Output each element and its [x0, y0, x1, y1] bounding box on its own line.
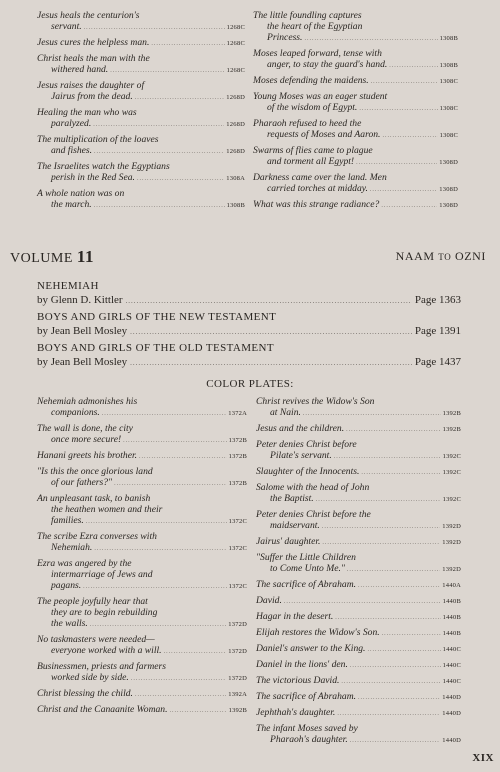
- volume-number: 11: [76, 247, 94, 266]
- leader-dots: [84, 23, 225, 34]
- entry-last-line: [253, 156, 458, 169]
- article-page: Page 1437: [414, 356, 461, 368]
- entry-line: Hanani greets his brother.: [37, 450, 138, 461]
- leader-dots: [371, 77, 438, 88]
- entry-last-line: [37, 64, 245, 77]
- index-entry: [256, 675, 461, 688]
- entry-last-line: [37, 118, 245, 131]
- entry-line: the heart of the Egyptian: [267, 21, 363, 32]
- entry-line: Businessmen, priests and farmers: [37, 661, 166, 672]
- leader-dots: [382, 131, 437, 142]
- index-entry: [253, 172, 458, 196]
- entry-line: Jairus' daughter.: [256, 536, 321, 547]
- entry-line: Slaughter of the Innocents.: [256, 466, 360, 477]
- leader-dots: [86, 517, 227, 528]
- plate-reference: 1308B: [226, 202, 245, 209]
- entry-line: The wall is done, the city: [37, 423, 133, 434]
- volume-range: [396, 249, 486, 264]
- entry-line: Nehemiah admonishes his: [37, 396, 138, 407]
- article-new-testament: [37, 310, 461, 339]
- plate-reference: 1308D: [439, 186, 458, 193]
- index-entry: [37, 688, 247, 701]
- index-entry: [256, 396, 461, 420]
- leader-dots: [114, 479, 227, 490]
- index-entry: [37, 80, 245, 104]
- index-entry: [253, 118, 458, 142]
- entry-last-line: [256, 627, 461, 640]
- index-entry: [256, 707, 461, 720]
- entry-line: and torment all Egypt!: [267, 156, 355, 167]
- index-entry: [256, 552, 461, 576]
- entry-last-line: [256, 707, 461, 720]
- entry-last-line: [256, 643, 461, 656]
- leader-dots: [139, 452, 227, 463]
- entry-line: Healing the man who was: [37, 107, 137, 118]
- plate-reference: 1308B: [439, 35, 458, 42]
- entry-line: The sacrifice of Abraham.: [256, 579, 357, 590]
- top-left-column: [37, 10, 245, 215]
- entry-line: The scribe Ezra converses with: [37, 531, 157, 542]
- entry-line: the Baptist.: [270, 493, 314, 504]
- entry-last-line: [37, 145, 245, 158]
- page-folio: XIX: [472, 752, 494, 764]
- entry-line: Princess.: [267, 32, 303, 43]
- plate-reference: 1392D: [442, 566, 461, 573]
- entry-line: Darkness came over the land. Men: [253, 172, 387, 183]
- entry-line: "Is this the once glorious land: [37, 466, 153, 477]
- entry-last-line: [37, 434, 247, 447]
- entry-line: companions.: [51, 407, 100, 418]
- entry-last-line: [37, 37, 245, 50]
- entry-line: Pharaoh refused to heed the: [253, 118, 362, 129]
- index-entry: [37, 531, 247, 555]
- plate-reference: 1308C: [439, 78, 458, 85]
- index-entry: [256, 643, 461, 656]
- entry-last-line: [37, 450, 247, 463]
- entry-line: of the wisdom of Egypt.: [267, 102, 358, 113]
- index-entry: [256, 509, 461, 533]
- entry-last-line: [256, 611, 461, 624]
- leader-dots: [347, 565, 440, 576]
- index-entry: [256, 536, 461, 549]
- entry-line: at Nain.: [270, 407, 301, 418]
- index-entry: [256, 595, 461, 608]
- entry-line: Ezra was angered by the: [37, 558, 132, 569]
- entry-last-line: [37, 199, 245, 212]
- leader-dots: [90, 620, 227, 631]
- entry-last-line: [253, 183, 458, 196]
- leader-dots: [131, 674, 226, 685]
- leader-dots: [94, 201, 225, 212]
- leader-dots: [123, 436, 227, 447]
- entry-line: Salome with the head of John: [256, 482, 370, 493]
- plate-reference: 1268D: [226, 121, 245, 128]
- entry-last-line: [253, 199, 458, 212]
- plate-reference: 1308C: [439, 132, 458, 139]
- entry-last-line: [37, 688, 247, 701]
- entry-line: Jesus heals the centurion's: [37, 10, 140, 21]
- entry-line: The victorious David.: [256, 675, 340, 686]
- index-entry: [253, 145, 458, 169]
- index-entry: [37, 450, 247, 463]
- plate-reference: 1440C: [442, 646, 461, 653]
- leader-dots: [135, 690, 226, 701]
- article-byline-row: [37, 293, 461, 308]
- plate-reference: 1268D: [226, 94, 245, 101]
- entry-line: The little foundling captures: [253, 10, 362, 21]
- article-title: NEHEMIAH: [37, 280, 99, 292]
- color-plates-heading: COLOR PLATES:: [206, 378, 294, 390]
- leader-dots: [322, 522, 440, 533]
- entry-last-line: [37, 672, 247, 685]
- plate-reference: 1440D: [442, 694, 461, 701]
- index-entry: [253, 48, 458, 72]
- entry-line: Christ blessing the child.: [37, 688, 133, 699]
- plate-reference: 1268C: [226, 67, 245, 74]
- plate-reference: 1268C: [226, 40, 245, 47]
- plate-reference: 1440D: [442, 710, 461, 717]
- plate-reference: 1268D: [226, 148, 245, 155]
- entry-line: to Come Unto Me.": [270, 563, 345, 574]
- article-author: by Jean Bell Mosley: [37, 325, 128, 337]
- plate-reference: 1392D: [442, 523, 461, 530]
- index-entry: [37, 493, 247, 528]
- entry-line: perish in the Red Sea.: [51, 172, 135, 183]
- plate-reference: 1372C: [228, 583, 247, 590]
- leader-dots: [303, 409, 441, 420]
- entry-last-line: [256, 579, 461, 592]
- index-entry: [37, 661, 247, 685]
- plate-reference: 1372D: [228, 648, 247, 655]
- entry-line: Jephthah's daughter.: [256, 707, 336, 718]
- entry-line: Nehemiah.: [51, 542, 93, 553]
- index-entry: [37, 161, 245, 185]
- leader-dots: [350, 736, 441, 747]
- entry-last-line: [253, 102, 458, 115]
- entry-line: and fishes.: [51, 145, 93, 156]
- entry-last-line: [256, 493, 461, 506]
- entry-line: Young Moses was an eager student: [253, 91, 388, 102]
- entry-line: once more secure!: [51, 434, 122, 445]
- plate-reference: 1392B: [228, 707, 247, 714]
- entry-line: pagans.: [51, 580, 82, 591]
- entry-line: Daniel's answer to the King.: [256, 643, 366, 654]
- plate-reference: 1440C: [442, 678, 461, 685]
- entry-line: Elijah restores the Widow's Son.: [256, 627, 380, 638]
- leader-dots: [164, 647, 227, 658]
- plate-reference: 1268C: [226, 24, 245, 31]
- entry-last-line: [37, 645, 247, 658]
- leader-dots: [137, 174, 224, 185]
- index-entry: [37, 466, 247, 490]
- entry-line: Moses leaped forward, tense with: [253, 48, 382, 59]
- entry-last-line: [37, 542, 247, 555]
- entry-line: of our fathers?": [51, 477, 113, 488]
- entry-last-line: [256, 595, 461, 608]
- entry-last-line: [37, 618, 247, 631]
- index-entry: [37, 634, 247, 658]
- article-author: by Glenn D. Kittler: [37, 294, 123, 306]
- index-entry: [256, 611, 461, 624]
- leader-dots: [341, 677, 440, 688]
- article-old-testament: [37, 341, 461, 370]
- plate-reference: 1440A: [442, 582, 461, 589]
- entry-line: Moses defending the maidens.: [253, 75, 369, 86]
- plate-reference: 1308D: [439, 159, 458, 166]
- plate-reference: 1440B: [442, 598, 461, 605]
- entry-line: No taskmasters were needed—: [37, 634, 155, 645]
- article-title: BOYS AND GIRLS OF THE OLD TESTAMENT: [37, 342, 275, 354]
- article-page: Page 1363: [414, 294, 461, 306]
- article-title: BOYS AND GIRLS OF THE NEW TESTAMENT: [37, 311, 277, 323]
- entry-last-line: [256, 450, 461, 463]
- leader-dots: [102, 409, 227, 420]
- leader-dots: [367, 645, 440, 656]
- entry-line: they are to begin rebuilding: [51, 607, 158, 618]
- leader-dots: [83, 582, 227, 593]
- leader-dots: [334, 452, 441, 463]
- leader-dots: [316, 495, 441, 506]
- entry-last-line: [253, 32, 458, 45]
- plate-reference: 1308C: [439, 105, 458, 112]
- index-entry: [37, 107, 245, 131]
- entry-line: Jairus from the dead.: [51, 91, 133, 102]
- leader-dots: [322, 538, 440, 549]
- entry-line: Christ and the Canaanite Woman.: [37, 704, 168, 715]
- entry-last-line: [256, 466, 461, 479]
- bottom-left-column: [37, 396, 247, 720]
- index-entry: [253, 199, 458, 212]
- entry-line: families.: [51, 515, 84, 526]
- leader-dots: [126, 294, 412, 308]
- entry-line: Hagar in the desert.: [256, 611, 334, 622]
- article-byline-row: [37, 324, 461, 339]
- plate-reference: 1372D: [228, 621, 247, 628]
- entry-line: David.: [256, 595, 282, 606]
- top-right-column: [253, 10, 458, 215]
- entry-line: Peter denies Christ before the: [256, 509, 371, 520]
- entry-line: Pilate's servant.: [270, 450, 332, 461]
- entry-last-line: [253, 129, 458, 142]
- leader-dots: [358, 581, 440, 592]
- entry-line: Jesus raises the daughter of: [37, 80, 145, 91]
- index-entry: [37, 704, 247, 717]
- index-entry: [256, 466, 461, 479]
- plate-reference: 1372B: [228, 437, 247, 444]
- entry-line: everyone worked with a will.: [51, 645, 162, 656]
- index-entry: [256, 482, 461, 506]
- entry-last-line: [256, 423, 461, 436]
- entry-last-line: [37, 477, 247, 490]
- leader-dots: [130, 356, 412, 370]
- entry-line: The infant Moses saved by: [256, 723, 358, 734]
- index-entry: [256, 439, 461, 463]
- leader-dots: [356, 158, 437, 169]
- entry-last-line: [256, 734, 461, 747]
- plate-reference: 1372B: [228, 453, 247, 460]
- plate-reference: 1392B: [442, 410, 461, 417]
- entry-line: Jesus and the children.: [256, 423, 345, 434]
- entry-last-line: [37, 580, 247, 593]
- entry-last-line: [37, 704, 247, 717]
- entry-line: withered hand.: [51, 64, 109, 75]
- entry-line: the walls.: [51, 618, 88, 629]
- article-byline-row: [37, 355, 461, 370]
- entry-line: anger, to stay the guard's hand.: [267, 59, 388, 70]
- article-nehemiah: [37, 279, 461, 308]
- entry-line: Daniel in the lions' den.: [256, 659, 348, 670]
- article-author: by Jean Bell Mosley: [37, 356, 128, 368]
- index-entry: [256, 579, 461, 592]
- entry-line: Christ heals the man with the: [37, 53, 150, 64]
- entry-last-line: [37, 91, 245, 104]
- plate-reference: 1392B: [442, 426, 461, 433]
- entry-line: The multiplication of the loaves: [37, 134, 159, 145]
- index-entry: [256, 659, 461, 672]
- index-entry: [37, 134, 245, 158]
- leader-dots: [151, 39, 224, 50]
- entry-line: "Suffer the Little Children: [256, 552, 356, 563]
- index-entry: [37, 423, 247, 447]
- leader-dots: [304, 34, 437, 45]
- entry-last-line: [253, 59, 458, 72]
- leader-dots: [110, 66, 224, 77]
- leader-dots: [382, 629, 441, 640]
- entry-last-line: [37, 172, 245, 185]
- range-from: NAAM: [395, 249, 435, 263]
- bottom-right-column: [256, 396, 461, 750]
- plate-reference: 1372C: [228, 518, 247, 525]
- leader-dots: [370, 185, 437, 196]
- entry-line: The people joyfully hear that: [37, 596, 148, 607]
- leader-dots: [130, 325, 412, 339]
- index-entry: [256, 423, 461, 436]
- leader-dots: [350, 661, 441, 672]
- article-page: Page 1391: [414, 325, 461, 337]
- entry-line: An unpleasant task, to banish: [37, 493, 151, 504]
- plate-reference: 1392A: [228, 691, 247, 698]
- range-to-word: TO: [438, 252, 452, 262]
- plate-reference: 1308B: [439, 62, 458, 69]
- plate-reference: 1440D: [442, 737, 461, 744]
- entry-line: paralyzed.: [51, 118, 92, 129]
- entry-line: maidservant.: [270, 520, 320, 531]
- entry-last-line: [256, 520, 461, 533]
- entry-line: intermarriage of Jews and: [51, 569, 153, 580]
- entry-line: worked side by side.: [51, 672, 129, 683]
- plate-reference: 1372A: [228, 410, 247, 417]
- entry-line: The Israelites watch the Egyptians: [37, 161, 170, 172]
- entry-line: Pharaoh's daughter.: [270, 734, 348, 745]
- index-entry: [253, 10, 458, 45]
- plate-reference: 1440C: [442, 662, 461, 669]
- entry-line: servant.: [51, 21, 82, 32]
- plate-reference: 1372B: [228, 480, 247, 487]
- entry-line: requests of Moses and Aaron.: [267, 129, 381, 140]
- entry-line: What was this strange radiance?: [253, 199, 380, 210]
- index-entry: [37, 558, 247, 593]
- index-entry: [253, 91, 458, 115]
- plate-reference: 1308A: [226, 175, 245, 182]
- entry-last-line: [256, 407, 461, 420]
- volume-header: [10, 247, 490, 269]
- leader-dots: [94, 544, 226, 555]
- index-entry: [256, 723, 461, 747]
- index-entry: [37, 37, 245, 50]
- index-entry: [256, 691, 461, 704]
- leader-dots: [346, 425, 441, 436]
- plate-reference: 1372C: [228, 545, 247, 552]
- leader-dots: [359, 104, 437, 115]
- entry-line: Peter denies Christ before: [256, 439, 357, 450]
- plate-reference: 1440B: [442, 630, 461, 637]
- entry-last-line: [256, 659, 461, 672]
- volume-word: VOLUME: [10, 251, 73, 266]
- leader-dots: [335, 613, 440, 624]
- entry-line: Swarms of flies came to plague: [253, 145, 373, 156]
- entry-last-line: [256, 563, 461, 576]
- entry-last-line: [37, 407, 247, 420]
- leader-dots: [93, 120, 224, 131]
- leader-dots: [337, 709, 440, 720]
- entry-line: Christ revives the Widow's Son: [256, 396, 375, 407]
- index-entry: [37, 396, 247, 420]
- leader-dots: [135, 93, 225, 104]
- leader-dots: [389, 61, 437, 72]
- entry-last-line: [256, 691, 461, 704]
- range-to: OZNI: [454, 249, 486, 263]
- index-entry: [37, 188, 245, 212]
- entry-line: The sacrifice of Abraham.: [256, 691, 357, 702]
- index-entry: [253, 75, 458, 88]
- leader-dots: [94, 147, 224, 158]
- entry-line: carried torches at midday.: [267, 183, 368, 194]
- index-entry: [37, 53, 245, 77]
- leader-dots: [170, 706, 227, 717]
- leader-dots: [284, 597, 441, 608]
- entry-line: the march.: [51, 199, 92, 210]
- leader-dots: [361, 468, 440, 479]
- plate-reference: 1440B: [442, 614, 461, 621]
- plate-reference: 1392C: [442, 496, 461, 503]
- index-entry: [37, 10, 245, 34]
- entry-last-line: [253, 75, 458, 88]
- volume-label: [10, 247, 94, 267]
- plate-reference: 1392C: [442, 469, 461, 476]
- leader-dots: [358, 693, 440, 704]
- entry-last-line: [37, 21, 245, 34]
- entry-line: Jesus cures the helpless man.: [37, 37, 150, 48]
- entry-line: the heathen women and their: [51, 504, 163, 515]
- plate-reference: 1372D: [228, 675, 247, 682]
- index-entry: [37, 596, 247, 631]
- leader-dots: [381, 201, 437, 212]
- index-entry: [256, 627, 461, 640]
- plate-reference: 1392C: [442, 453, 461, 460]
- entry-last-line: [256, 536, 461, 549]
- entry-last-line: [256, 675, 461, 688]
- entry-line: A whole nation was on: [37, 188, 125, 199]
- plate-reference: 1392D: [442, 539, 461, 546]
- plate-reference: 1308D: [439, 202, 458, 209]
- entry-last-line: [37, 515, 247, 528]
